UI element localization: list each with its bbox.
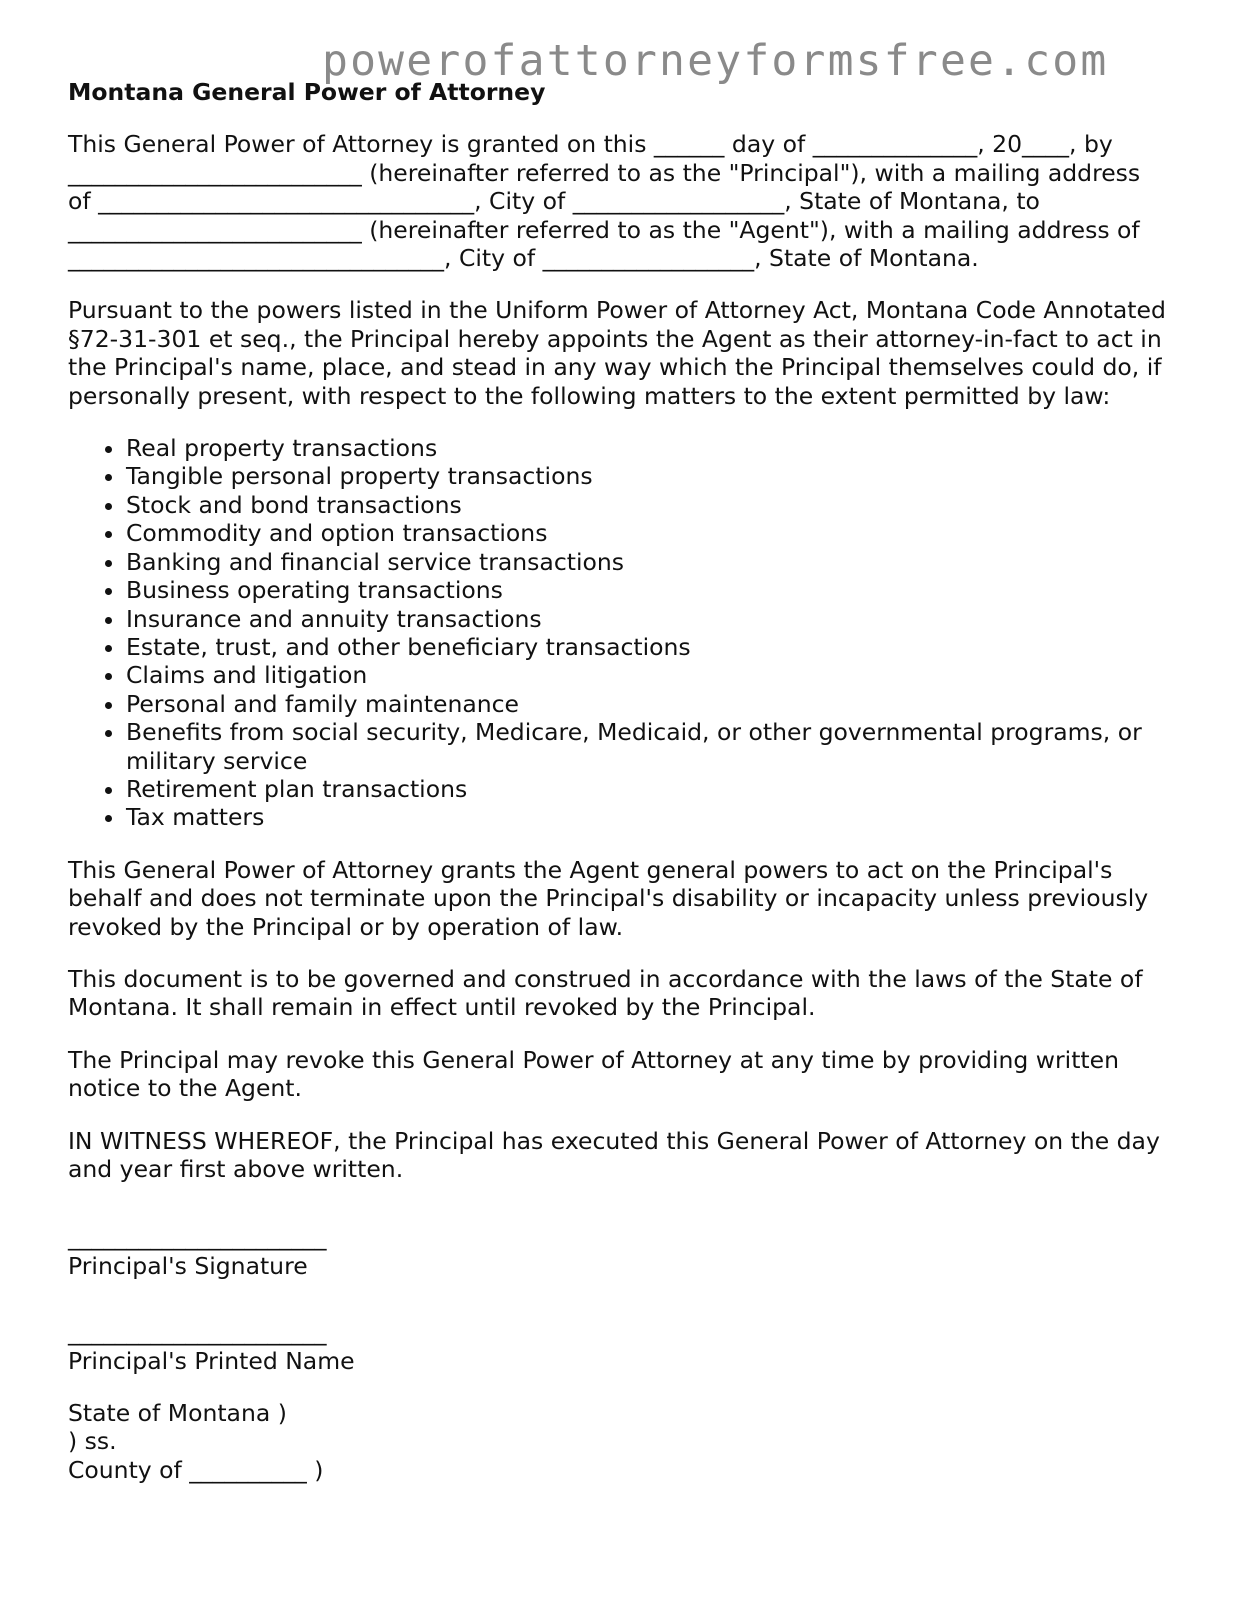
printed-name-label: Principal's Printed Name xyxy=(68,1346,355,1375)
principal-signature-block xyxy=(68,1223,1168,1280)
list-item: • Business operating transactions xyxy=(126,576,1168,604)
notary-ss: ) ss. xyxy=(68,1427,117,1456)
notary-county: County of __________ ) xyxy=(68,1455,324,1484)
watermark: powerofattorneyformsfree.com xyxy=(322,36,1109,86)
principal-printed-name-block xyxy=(68,1318,1168,1375)
document-title: Montana General Power of Attorney xyxy=(68,78,546,106)
revocation-paragraph: The Principal may revoke this General Power of Attorney at any time by providing written notice to the Agent. xyxy=(68,1045,1119,1103)
governing-law-paragraph: This document is to be governed and construed in accordance with the laws of the State of Montana. It shall remain in effect until revoked by the Principal. xyxy=(68,964,1143,1022)
list-item: • Insurance and annuity transactions xyxy=(126,605,1168,633)
list-item: • Tangible personal property transactions xyxy=(126,462,1168,490)
list-item: • Retirement plan transactions xyxy=(126,775,1168,803)
intro-paragraph: This General Power of Attorney is granted on this ______ day of ______________, 20____, by _________________________ (hereinafter referred to as the "Principal"), with a mailing address of ________________________________, City of __________________, State of Montana, to _________________________ (hereinafter referred to as the "Agent"), with a mailing address of ________________________________, City of __________________, State of Montana. xyxy=(68,130,1141,273)
printed-name-line: ______________________ xyxy=(68,1318,327,1347)
list-item: • Tax matters xyxy=(126,803,1168,831)
powers-intro-paragraph: Pursuant to the powers listed in the Uniform Power of Attorney Act, Montana Code Annotated §72-31-301 et seq., the Principal hereby appoints the Agent as their attorney-in-fact to act in the Principal's name, place, and stead in any way which the Principal themselves could do, if personally present, with respect to the following matters to the extent permitted by law: xyxy=(68,296,1166,410)
witness-paragraph: IN WITNESS WHEREOF, the Principal has executed this General Power of Attorney on the day and year first above written. xyxy=(68,1126,1160,1183)
list-item: • Benefits from social security, Medicare, Medicaid, or other governmental programs, or military service xyxy=(126,718,1168,775)
list-item: • Banking and financial service transactions xyxy=(126,548,1168,576)
general-powers-paragraph: This General Power of Attorney grants the Agent general powers to act on the Principal's behalf and does not terminate upon the Principal's disability or incapacity unless previously revoked by the Principal or by operation of law. xyxy=(68,855,1149,941)
list-item: • Stock and bond transactions xyxy=(126,491,1168,519)
list-item: • Personal and family maintenance xyxy=(126,690,1168,718)
list-item: • Claims and litigation xyxy=(126,661,1168,689)
notary-venue-block xyxy=(68,1399,1168,1484)
signature-line: ______________________ xyxy=(68,1223,327,1252)
powers-list xyxy=(68,434,1168,832)
signature-label: Principal's Signature xyxy=(68,1251,308,1280)
document-body xyxy=(68,78,1168,1484)
list-item: • Real property transactions xyxy=(126,434,1168,462)
list-item: • Estate, trust, and other beneficiary transactions xyxy=(126,633,1168,661)
notary-state: State of Montana ) xyxy=(68,1399,287,1428)
list-item: • Commodity and option transactions xyxy=(126,519,1168,547)
